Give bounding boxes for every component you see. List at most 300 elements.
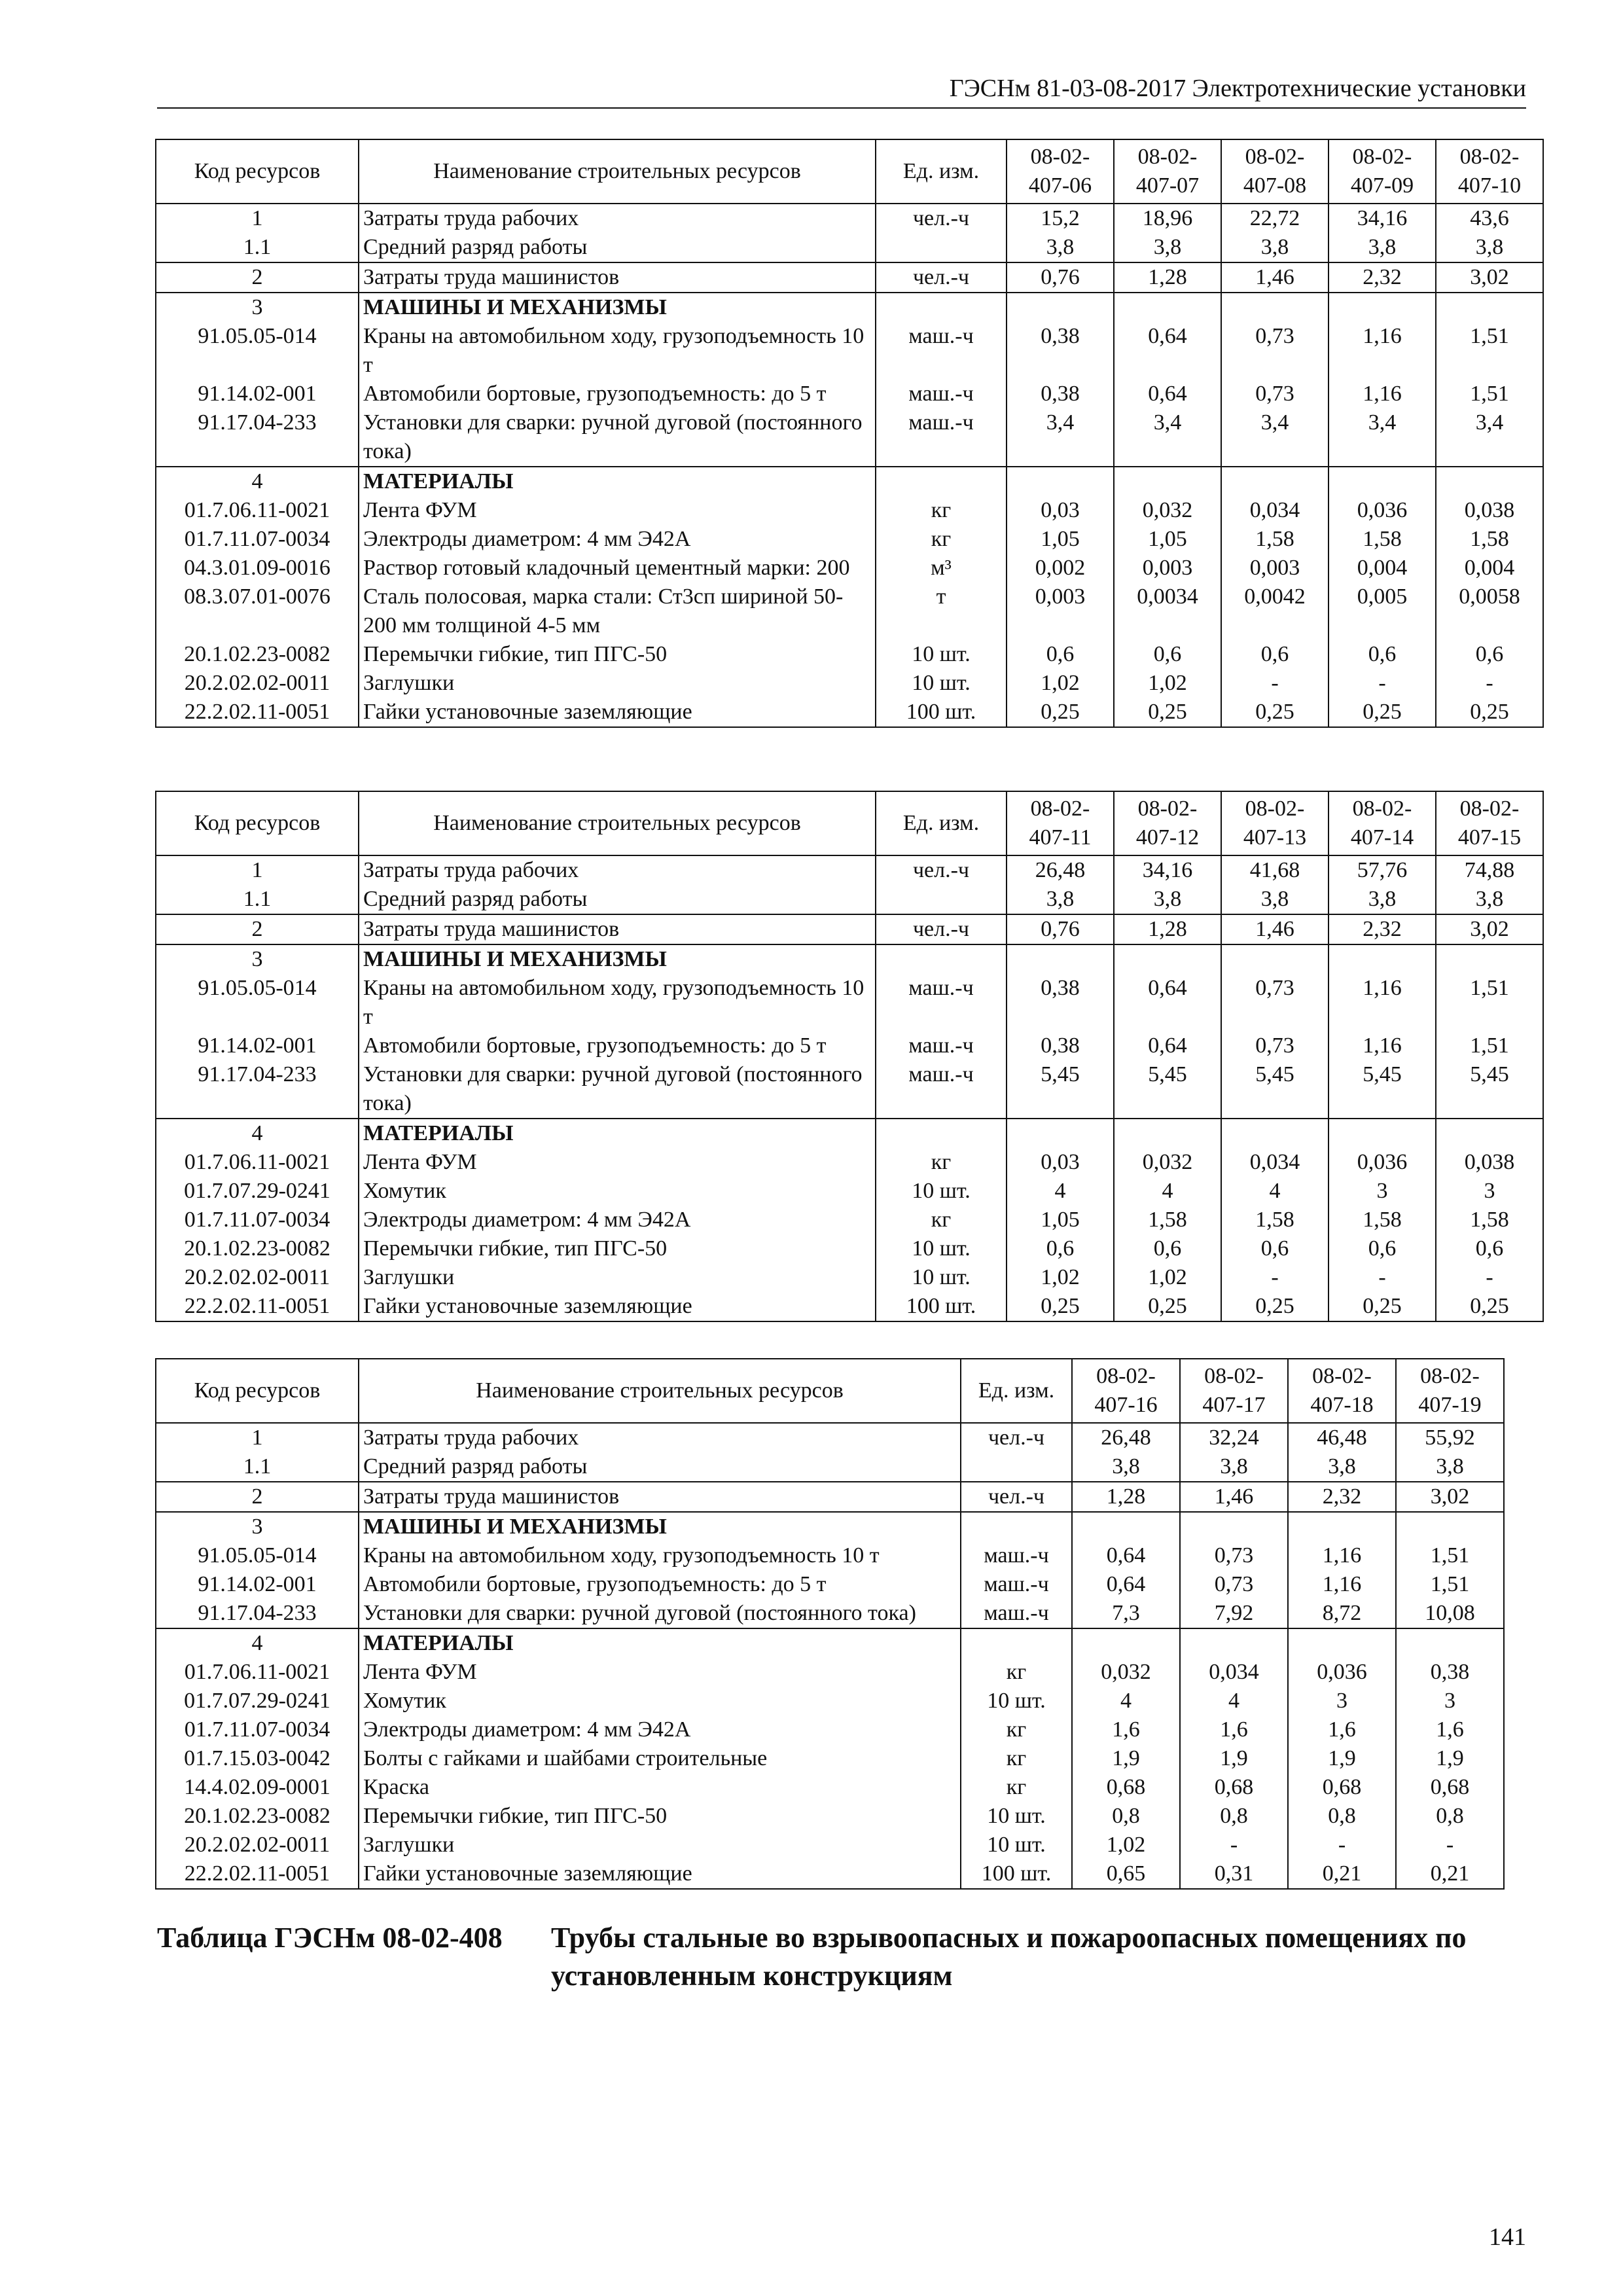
- resource-name: Сталь полосовая, марка стали: Ст3сп шириной 50-200 мм толщиной 4-5 мм: [359, 583, 876, 640]
- table-row: [156, 1452, 1504, 1482]
- norm-value: 0,25: [1114, 698, 1221, 727]
- norm-value: 0,25: [1221, 1292, 1329, 1321]
- table-title-label: Таблица ГЭСНм 08-02-408: [157, 1922, 503, 1954]
- norm-value: 32,24: [1180, 1423, 1288, 1452]
- norm-value: 0,038: [1436, 496, 1543, 525]
- table-row: [156, 233, 1543, 262]
- norm-value: 3,8: [1221, 885, 1329, 914]
- resource-code: 3: [156, 944, 359, 974]
- table-row: [156, 554, 1543, 583]
- norm-value: 0,036: [1288, 1658, 1396, 1687]
- norm-value: 0,31: [1180, 1859, 1288, 1889]
- table-row: [156, 974, 1543, 1031]
- resource-code: 04.3.01.09-0016: [156, 554, 359, 583]
- resource-name: Краны на автомобильном ходу, грузоподъемность 10 т: [359, 1541, 961, 1570]
- table-row: [156, 1570, 1504, 1599]
- norm-value: 1,6: [1396, 1715, 1504, 1744]
- table-row: [156, 1263, 1543, 1292]
- norm-value: 34,16: [1114, 855, 1221, 885]
- norm-value: 3,8: [1180, 1452, 1288, 1482]
- norm-value: 0,68: [1396, 1773, 1504, 1802]
- resource-code: 22.2.02.11-0051: [156, 1859, 359, 1889]
- resource-unit: чел.-ч: [961, 1482, 1072, 1512]
- header-norm-code: 08-02- 407-13: [1221, 791, 1329, 855]
- resource-name: МАШИНЫ И МЕХАНИЗМЫ: [359, 944, 876, 974]
- resource-name: Электроды диаметром: 4 мм Э42А: [359, 1206, 876, 1234]
- table-row: [156, 525, 1543, 554]
- header-norm-code: 08-02- 407-12: [1114, 791, 1221, 855]
- norm-value: 3,8: [1007, 233, 1114, 262]
- norm-value: 0,38: [1007, 974, 1114, 1031]
- table-row: [156, 885, 1543, 914]
- table-row: [156, 583, 1543, 640]
- resource-code: 1.1: [156, 1452, 359, 1482]
- norm-value: 0,0058: [1436, 583, 1543, 640]
- norm-value: 0,73: [1221, 380, 1329, 408]
- resource-code: 4: [156, 467, 359, 496]
- norm-value: 3,8: [1072, 1452, 1180, 1482]
- norm-value: 0,21: [1288, 1859, 1396, 1889]
- resource-code: 91.05.05-014: [156, 322, 359, 380]
- resource-unit: 100 шт.: [876, 1292, 1007, 1321]
- norm-value: 0,004: [1329, 554, 1436, 583]
- table-row: [156, 669, 1543, 698]
- norm-value: 1,58: [1329, 1206, 1436, 1234]
- table-row: [156, 1482, 1504, 1512]
- resource-name: Автомобили бортовые, грузоподъемность: до 5 т: [359, 380, 876, 408]
- header-code: Код ресурсов: [156, 791, 359, 855]
- norm-value: 0,25: [1114, 1292, 1221, 1321]
- norm-value: -: [1180, 1831, 1288, 1859]
- norm-value: 0,76: [1007, 262, 1114, 293]
- norm-value: 1,58: [1329, 525, 1436, 554]
- norm-value: 15,2: [1007, 204, 1114, 233]
- norm-value: 4: [1072, 1687, 1180, 1715]
- norm-value: 0,03: [1007, 496, 1114, 525]
- resource-unit: чел.-ч: [876, 855, 1007, 885]
- norm-value: 3,02: [1436, 914, 1543, 944]
- resource-name: Средний разряд работы: [359, 233, 876, 262]
- norm-value: 0,038: [1436, 1148, 1543, 1177]
- norm-value: 1,51: [1436, 322, 1543, 380]
- resource-unit: кг: [961, 1658, 1072, 1687]
- norm-value: 0,64: [1114, 322, 1221, 380]
- resource-code: 1: [156, 204, 359, 233]
- norm-value: 0,034: [1180, 1658, 1288, 1687]
- norm-value: 1,46: [1221, 262, 1329, 293]
- header-norm-code: 08-02- 407-17: [1180, 1359, 1288, 1423]
- resource-code: 91.14.02-001: [156, 1031, 359, 1060]
- resource-name: Перемычки гибкие, тип ПГС-50: [359, 1802, 961, 1831]
- resource-name: МАШИНЫ И МЕХАНИЗМЫ: [359, 1512, 961, 1541]
- resource-name: Раствор готовый кладочный цементный марки: 200: [359, 554, 876, 583]
- resource-unit: 10 шт.: [961, 1687, 1072, 1715]
- resource-unit: чел.-ч: [876, 204, 1007, 233]
- norm-value: 4: [1007, 1177, 1114, 1206]
- resource-code: 01.7.11.07-0034: [156, 525, 359, 554]
- header-norm-code: 08-02- 407-10: [1436, 139, 1543, 204]
- norm-value: 0,73: [1221, 322, 1329, 380]
- table-row: [156, 1060, 1543, 1119]
- resource-unit: 10 шт.: [876, 1263, 1007, 1292]
- norm-value: 2,32: [1329, 914, 1436, 944]
- norm-value: 5,45: [1114, 1060, 1221, 1119]
- resource-code: 2: [156, 262, 359, 293]
- norm-value: 1,28: [1114, 914, 1221, 944]
- norm-value: 1,51: [1436, 974, 1543, 1031]
- table-row: [156, 1541, 1504, 1570]
- resource-unit: кг: [876, 1148, 1007, 1177]
- norm-value: 1,51: [1396, 1570, 1504, 1599]
- resource-unit: т: [876, 583, 1007, 640]
- norm-value: [1436, 944, 1543, 974]
- norm-value: 0,76: [1007, 914, 1114, 944]
- resource-unit: маш.-ч: [876, 322, 1007, 380]
- norm-value: 0,73: [1180, 1541, 1288, 1570]
- norm-value: 1,51: [1436, 380, 1543, 408]
- norm-value: 3,4: [1007, 408, 1114, 467]
- norm-value: 0,0042: [1221, 583, 1329, 640]
- norm-value: 0,25: [1329, 1292, 1436, 1321]
- norm-value: 1,16: [1288, 1570, 1396, 1599]
- table-row: [156, 1715, 1504, 1744]
- table-row: [156, 1744, 1504, 1773]
- resource-code: 22.2.02.11-0051: [156, 1292, 359, 1321]
- running-header: ГЭСНм 81-03-08-2017 Электротехнические установки: [157, 72, 1526, 109]
- norm-value: 1,58: [1436, 1206, 1543, 1234]
- norm-value: [1114, 467, 1221, 496]
- header-name: Наименование строительных ресурсов: [359, 139, 876, 204]
- norm-value: 0,6: [1114, 1234, 1221, 1263]
- norm-value: [1221, 1119, 1329, 1148]
- resource-name: МАШИНЫ И МЕХАНИЗМЫ: [359, 293, 876, 322]
- resource-name: МАТЕРИАЛЫ: [359, 467, 876, 496]
- norm-value: [1072, 1628, 1180, 1658]
- norm-value: 18,96: [1114, 204, 1221, 233]
- resource-unit: 10 шт.: [876, 1234, 1007, 1263]
- norm-value: 3,8: [1221, 233, 1329, 262]
- table-row: [156, 640, 1543, 669]
- norm-value: 0,8: [1288, 1802, 1396, 1831]
- norm-value: 0,004: [1436, 554, 1543, 583]
- norm-value: 0,6: [1007, 640, 1114, 669]
- norm-value: 3,8: [1288, 1452, 1396, 1482]
- header-norm-code: 08-02- 407-14: [1329, 791, 1436, 855]
- resource-code: 1.1: [156, 885, 359, 914]
- header-norm-code: 08-02- 407-08: [1221, 139, 1329, 204]
- resource-name: МАТЕРИАЛЫ: [359, 1119, 876, 1148]
- resource-table-407-06-10: [155, 139, 1544, 728]
- resource-name: Краска: [359, 1773, 961, 1802]
- resource-unit: маш.-ч: [961, 1599, 1072, 1628]
- norm-value: [1329, 293, 1436, 322]
- table-row: [156, 1234, 1543, 1263]
- norm-value: 1,28: [1072, 1482, 1180, 1512]
- header-row: [156, 791, 1543, 855]
- norm-value: 1,05: [1007, 525, 1114, 554]
- norm-value: [1221, 944, 1329, 974]
- resource-name: Краны на автомобильном ходу, грузоподъемность 10 т: [359, 974, 876, 1031]
- resource-code: 22.2.02.11-0051: [156, 698, 359, 727]
- norm-value: 5,45: [1329, 1060, 1436, 1119]
- norm-value: 46,48: [1288, 1423, 1396, 1452]
- resource-unit: чел.-ч: [876, 262, 1007, 293]
- norm-value: 1,02: [1114, 669, 1221, 698]
- norm-value: 26,48: [1072, 1423, 1180, 1452]
- norm-value: 7,92: [1180, 1599, 1288, 1628]
- table-row: [156, 855, 1543, 885]
- norm-value: [1114, 293, 1221, 322]
- section-row: [156, 1512, 1504, 1541]
- norm-value: 0,6: [1221, 640, 1329, 669]
- norm-value: 2,32: [1288, 1482, 1396, 1512]
- table-row: [156, 1859, 1504, 1889]
- norm-value: 0,65: [1072, 1859, 1180, 1889]
- norm-value: 0,25: [1436, 1292, 1543, 1321]
- norm-value: -: [1329, 669, 1436, 698]
- table-row: [156, 698, 1543, 727]
- norm-value: 1,16: [1329, 380, 1436, 408]
- norm-value: 74,88: [1436, 855, 1543, 885]
- resource-unit: кг: [876, 525, 1007, 554]
- norm-value: -: [1221, 669, 1329, 698]
- norm-value: [1180, 1512, 1288, 1541]
- section-row: [156, 1628, 1504, 1658]
- norm-value: 0,25: [1007, 698, 1114, 727]
- resource-code: 01.7.06.11-0021: [156, 1658, 359, 1687]
- resource-unit: кг: [961, 1773, 1072, 1802]
- resource-unit: [876, 233, 1007, 262]
- resource-code: 91.14.02-001: [156, 1570, 359, 1599]
- resource-code: 91.17.04-233: [156, 408, 359, 467]
- norm-value: 0,6: [1436, 1234, 1543, 1263]
- norm-value: 55,92: [1396, 1423, 1504, 1452]
- norm-value: 0,68: [1180, 1773, 1288, 1802]
- resource-code: 3: [156, 293, 359, 322]
- norm-value: 0,6: [1329, 640, 1436, 669]
- header-norm-code: 08-02- 407-11: [1007, 791, 1114, 855]
- resource-unit: [961, 1452, 1072, 1482]
- header-norm-code: 08-02- 407-09: [1329, 139, 1436, 204]
- resource-code: 4: [156, 1119, 359, 1148]
- resource-name: Затраты труда машинистов: [359, 262, 876, 293]
- norm-value: 1,02: [1007, 1263, 1114, 1292]
- norm-value: -: [1436, 1263, 1543, 1292]
- resource-name: Затраты труда рабочих: [359, 1423, 961, 1452]
- norm-value: 3,02: [1396, 1482, 1504, 1512]
- table-row: [156, 408, 1543, 467]
- resource-code: 14.4.02.09-0001: [156, 1773, 359, 1802]
- resource-unit: чел.-ч: [876, 914, 1007, 944]
- resource-name: Перемычки гибкие, тип ПГС-50: [359, 1234, 876, 1263]
- norm-value: 3,4: [1436, 408, 1543, 467]
- norm-value: 3: [1329, 1177, 1436, 1206]
- resource-code: 91.17.04-233: [156, 1599, 359, 1628]
- resource-name: Гайки установочные заземляющие: [359, 1859, 961, 1889]
- norm-value: 41,68: [1221, 855, 1329, 885]
- norm-value: 0,25: [1007, 1292, 1114, 1321]
- resource-code: 01.7.11.07-0034: [156, 1206, 359, 1234]
- norm-value: 1,16: [1329, 322, 1436, 380]
- table-row: [156, 1148, 1543, 1177]
- norm-value: 1,05: [1007, 1206, 1114, 1234]
- norm-value: 0,64: [1114, 380, 1221, 408]
- norm-value: 1,16: [1288, 1541, 1396, 1570]
- resource-unit: м³: [876, 554, 1007, 583]
- resource-name: Краны на автомобильном ходу, грузоподъемность 10 т: [359, 322, 876, 380]
- norm-value: 1,16: [1329, 1031, 1436, 1060]
- norm-value: 0,21: [1396, 1859, 1504, 1889]
- resource-name: Средний разряд работы: [359, 1452, 961, 1482]
- norm-value: 0,002: [1007, 554, 1114, 583]
- resource-name: Лента ФУМ: [359, 1658, 961, 1687]
- norm-value: 5,45: [1007, 1060, 1114, 1119]
- resource-code: 20.2.02.02-0011: [156, 1263, 359, 1292]
- header-code: Код ресурсов: [156, 139, 359, 204]
- table-row: [156, 1802, 1504, 1831]
- norm-value: 26,48: [1007, 855, 1114, 885]
- norm-value: 1,51: [1396, 1541, 1504, 1570]
- resource-unit: маш.-ч: [876, 408, 1007, 467]
- norm-value: 0,003: [1114, 554, 1221, 583]
- norm-value: 0,38: [1007, 322, 1114, 380]
- norm-value: 1,46: [1221, 914, 1329, 944]
- norm-value: 0,38: [1007, 380, 1114, 408]
- table-row: [156, 1423, 1504, 1452]
- norm-value: 1,58: [1114, 1206, 1221, 1234]
- norm-value: 1,28: [1114, 262, 1221, 293]
- norm-value: 0,25: [1436, 698, 1543, 727]
- norm-value: 3,02: [1436, 262, 1543, 293]
- resource-unit: [876, 467, 1007, 496]
- resource-name: Затраты труда рабочих: [359, 204, 876, 233]
- norm-value: 3,8: [1114, 885, 1221, 914]
- resource-unit: маш.-ч: [876, 1060, 1007, 1119]
- resource-code: 3: [156, 1512, 359, 1541]
- norm-value: 0,6: [1114, 640, 1221, 669]
- resource-name: Затраты труда рабочих: [359, 855, 876, 885]
- norm-value: 3: [1436, 1177, 1543, 1206]
- resource-unit: кг: [876, 1206, 1007, 1234]
- resource-name: Установки для сварки: ручной дуговой (постоянного тока): [359, 1060, 876, 1119]
- norm-value: 0,8: [1180, 1802, 1288, 1831]
- norm-value: 57,76: [1329, 855, 1436, 885]
- table-row: [156, 914, 1543, 944]
- norm-value: [1072, 1512, 1180, 1541]
- resource-unit: [961, 1628, 1072, 1658]
- norm-value: 0,036: [1329, 1148, 1436, 1177]
- resource-code: 91.14.02-001: [156, 380, 359, 408]
- table-row: [156, 380, 1543, 408]
- norm-value: 0,8: [1396, 1802, 1504, 1831]
- norm-value: 4: [1221, 1177, 1329, 1206]
- norm-value: 1,02: [1072, 1831, 1180, 1859]
- resource-code: 1: [156, 1423, 359, 1452]
- table-row: [156, 1687, 1504, 1715]
- norm-value: 3,4: [1329, 408, 1436, 467]
- resource-unit: маш.-ч: [876, 380, 1007, 408]
- norm-value: 3,8: [1329, 885, 1436, 914]
- resource-unit: 10 шт.: [961, 1831, 1072, 1859]
- resource-name: Болты с гайками и шайбами строительные: [359, 1744, 961, 1773]
- norm-value: 3: [1396, 1687, 1504, 1715]
- resource-name: Лента ФУМ: [359, 1148, 876, 1177]
- header-unit: Ед. изм.: [876, 791, 1007, 855]
- norm-value: 1,9: [1396, 1744, 1504, 1773]
- norm-value: 1,02: [1007, 669, 1114, 698]
- norm-value: 0,64: [1114, 1031, 1221, 1060]
- resource-name: Хомутик: [359, 1177, 876, 1206]
- norm-value: 1,58: [1221, 1206, 1329, 1234]
- header-name: Наименование строительных ресурсов: [359, 1359, 961, 1423]
- norm-value: [1396, 1512, 1504, 1541]
- table-row: [156, 496, 1543, 525]
- resource-name: Лента ФУМ: [359, 496, 876, 525]
- header-norm-code: 08-02- 407-15: [1436, 791, 1543, 855]
- resource-code: 01.7.06.11-0021: [156, 1148, 359, 1177]
- norm-value: [1436, 467, 1543, 496]
- resource-name: Хомутик: [359, 1687, 961, 1715]
- norm-value: [1329, 467, 1436, 496]
- resource-code: 20.1.02.23-0082: [156, 1802, 359, 1831]
- page-number: 141: [1489, 2223, 1526, 2251]
- resource-code: 4: [156, 1628, 359, 1658]
- resource-unit: маш.-ч: [961, 1570, 1072, 1599]
- resource-code: 20.1.02.23-0082: [156, 1234, 359, 1263]
- norm-value: [1221, 467, 1329, 496]
- norm-value: 0,38: [1396, 1658, 1504, 1687]
- norm-value: 0,0034: [1114, 583, 1221, 640]
- norm-value: [1436, 293, 1543, 322]
- norm-value: [1221, 293, 1329, 322]
- resource-code: 91.05.05-014: [156, 974, 359, 1031]
- section-row: [156, 467, 1543, 496]
- norm-value: 1,9: [1072, 1744, 1180, 1773]
- norm-value: 0,6: [1329, 1234, 1436, 1263]
- norm-value: [1180, 1628, 1288, 1658]
- norm-value: 0,8: [1072, 1802, 1180, 1831]
- norm-value: 1,05: [1114, 525, 1221, 554]
- table-row: [156, 1031, 1543, 1060]
- resource-table-407-16-19: [155, 1358, 1505, 1890]
- table-title-text: Трубы стальные во взрывоопасных и пожароопасных помещениях по установленным конструкциям: [551, 1922, 1467, 1992]
- table-row: [156, 262, 1543, 293]
- header-unit: Ед. изм.: [961, 1359, 1072, 1423]
- norm-value: 3,8: [1114, 233, 1221, 262]
- norm-value: 0,032: [1114, 1148, 1221, 1177]
- resource-name: Автомобили бортовые, грузоподъемность: до 5 т: [359, 1570, 961, 1599]
- norm-value: 3,4: [1221, 408, 1329, 467]
- resource-name: Автомобили бортовые, грузоподъемность: до 5 т: [359, 1031, 876, 1060]
- resource-code: 08.3.07.01-0076: [156, 583, 359, 640]
- norm-value: 1,58: [1436, 525, 1543, 554]
- norm-value: 1,9: [1288, 1744, 1396, 1773]
- norm-value: 0,38: [1007, 1031, 1114, 1060]
- norm-value: 1,02: [1114, 1263, 1221, 1292]
- norm-value: [1329, 944, 1436, 974]
- resource-unit: чел.-ч: [961, 1423, 1072, 1452]
- resource-unit: [876, 293, 1007, 322]
- norm-value: [1007, 467, 1114, 496]
- resource-unit: 100 шт.: [876, 698, 1007, 727]
- header-norm-code: 08-02- 407-19: [1396, 1359, 1504, 1423]
- norm-value: 3,8: [1329, 233, 1436, 262]
- norm-value: 3,8: [1436, 233, 1543, 262]
- section-row: [156, 944, 1543, 974]
- norm-value: 3,8: [1436, 885, 1543, 914]
- norm-value: 0,73: [1221, 974, 1329, 1031]
- norm-value: [1288, 1512, 1396, 1541]
